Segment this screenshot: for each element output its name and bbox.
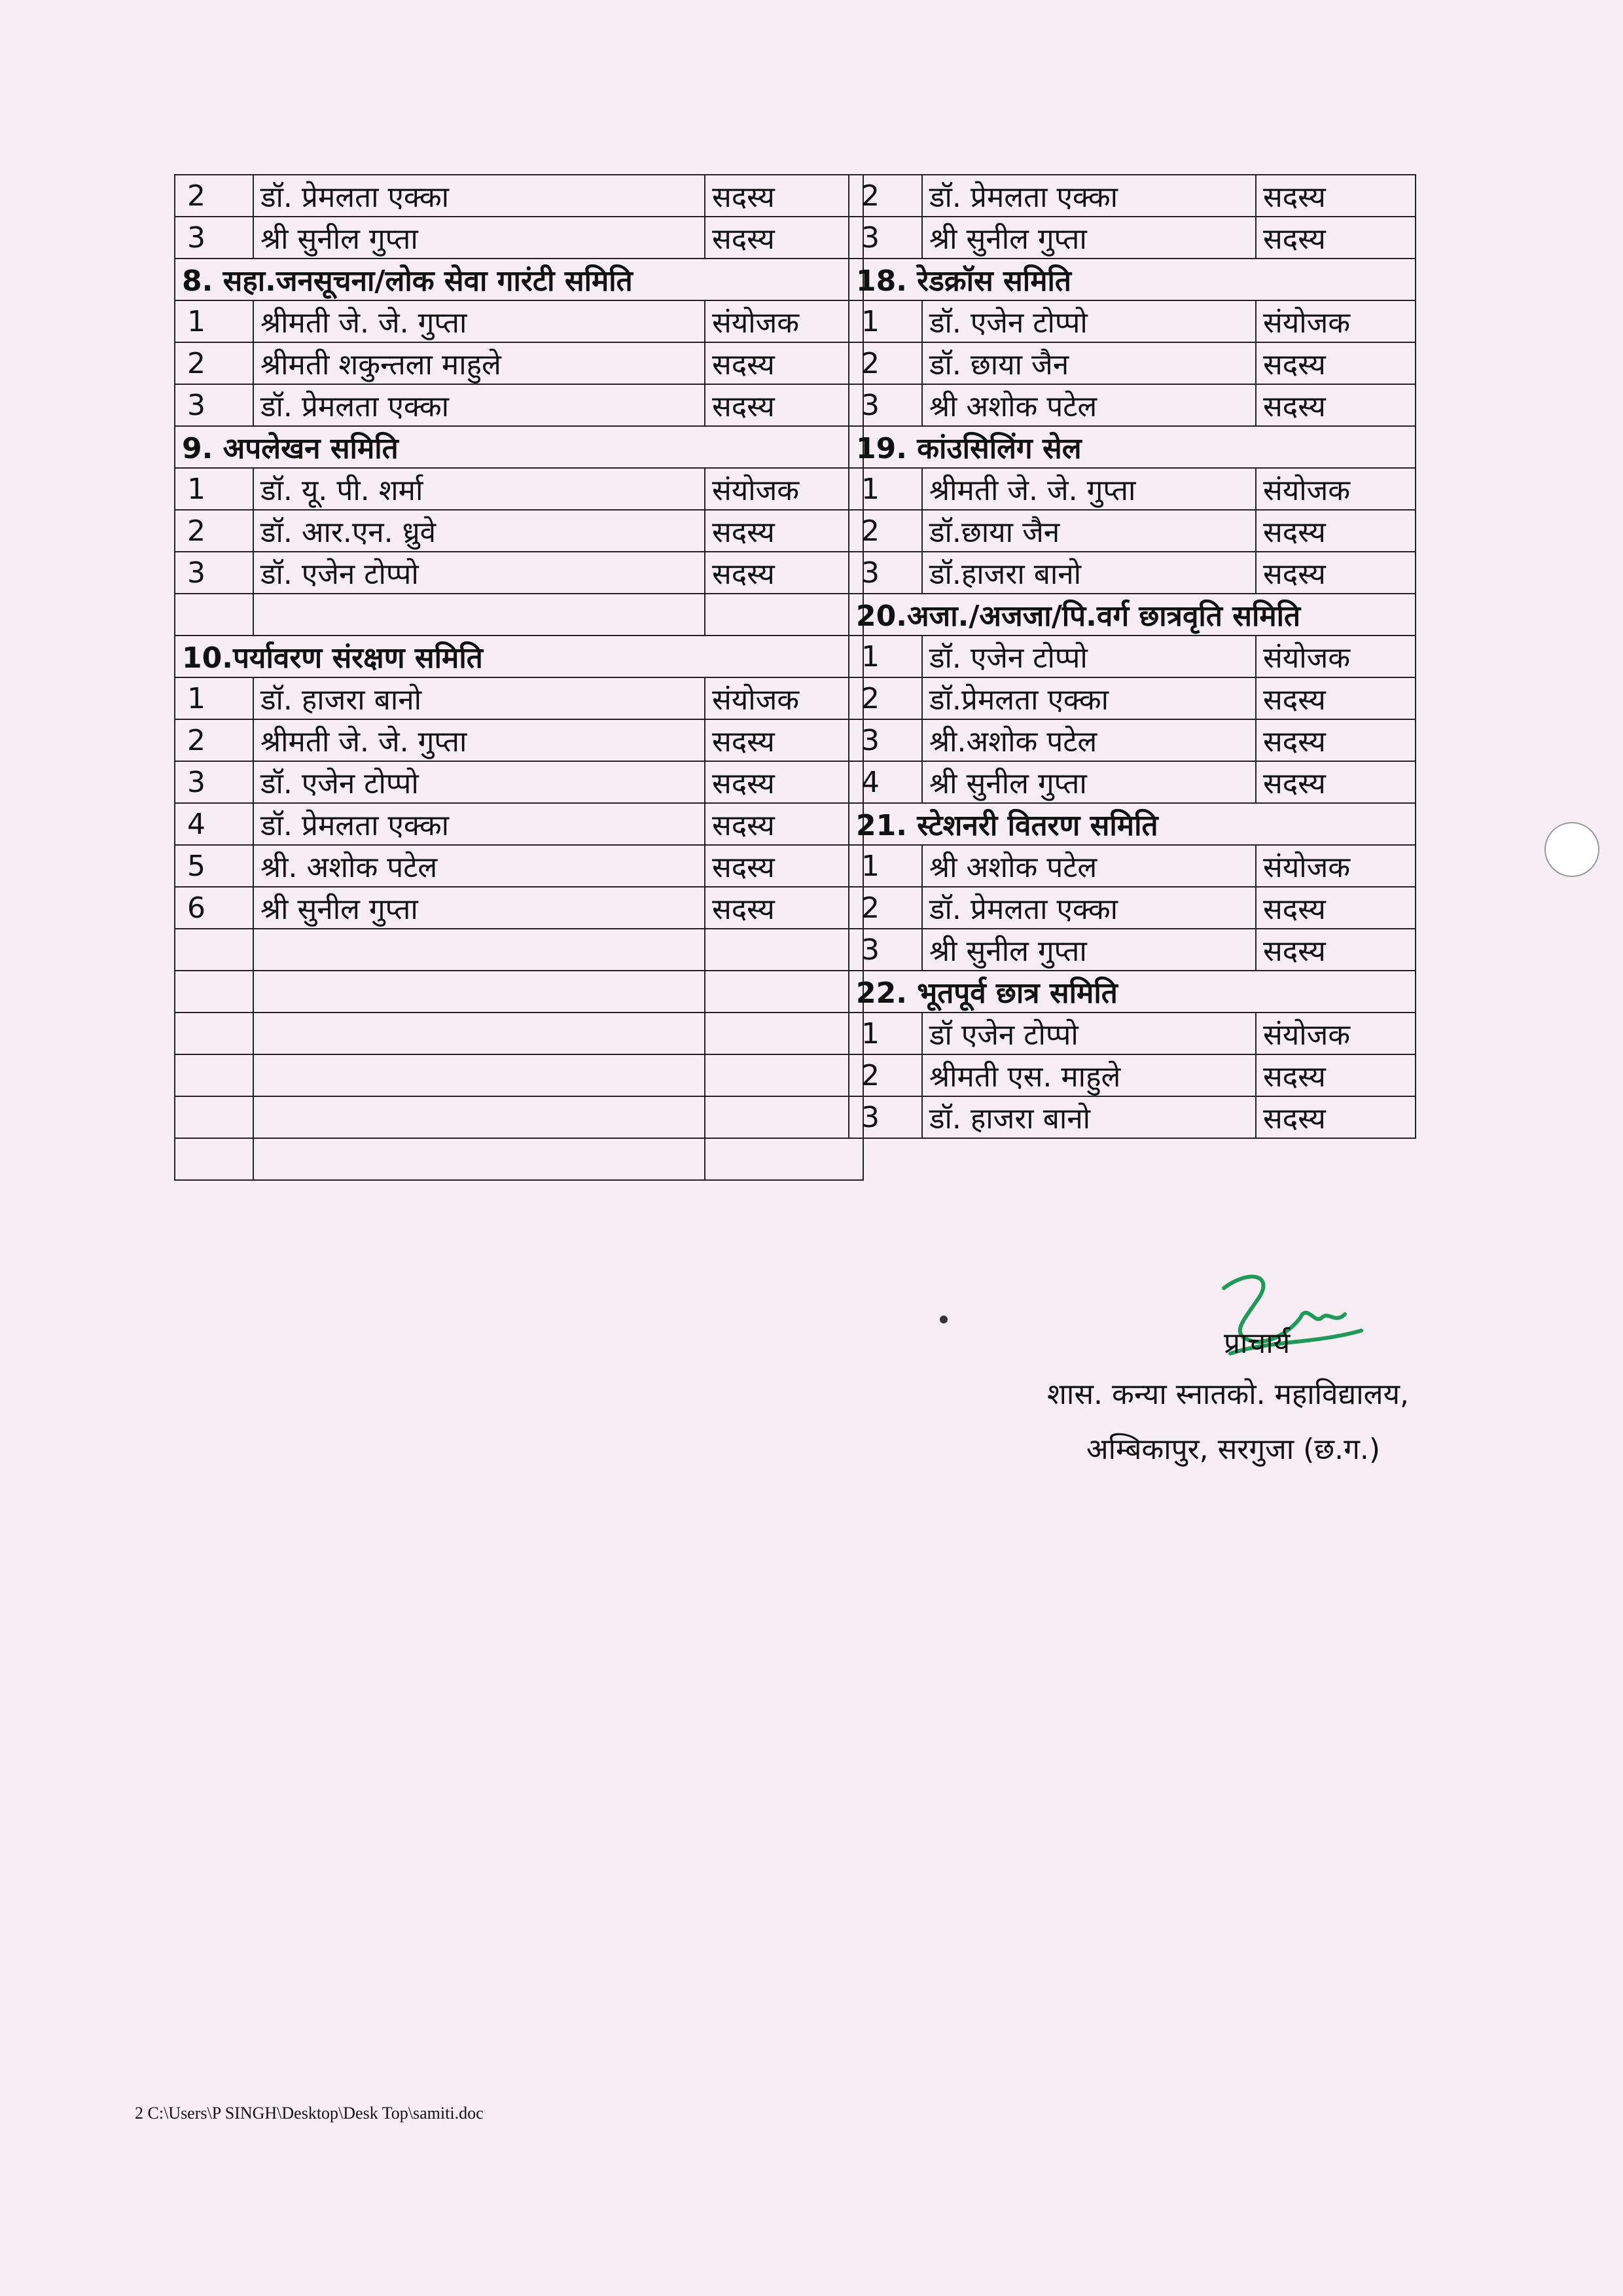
member-row: [849, 552, 1416, 594]
member-role: [705, 1138, 863, 1180]
member-number: 3: [175, 217, 253, 259]
committee-heading-row: [849, 594, 1416, 636]
member-name: श्री सुनील गुप्ता: [253, 887, 705, 929]
member-number: 3: [849, 1096, 922, 1138]
institution-address: अम्बिकापुर, सरगुजा (छ.ग.): [1086, 1433, 1381, 1466]
member-role: संयोजक: [1256, 636, 1416, 677]
member-number: 2: [175, 342, 253, 384]
member-name: [253, 1096, 705, 1138]
member-role: [705, 1054, 863, 1096]
member-role: [705, 594, 863, 636]
member-name: [253, 1013, 705, 1054]
member-name: डॉ. यू. पी. शर्मा: [253, 468, 705, 510]
member-number: 3: [849, 384, 922, 426]
member-number: 6: [175, 887, 253, 929]
member-number: 4: [175, 803, 253, 845]
committee-heading-row: [175, 259, 863, 300]
member-row: [175, 384, 863, 426]
committee-heading-row: [849, 426, 1416, 468]
member-name: श्री. अशोक पटेल: [253, 845, 705, 887]
member-row: [175, 887, 863, 929]
committee-heading-row: [849, 803, 1416, 845]
punch-hole: [1544, 822, 1599, 877]
member-row: [849, 342, 1416, 384]
member-role: सदस्य: [1256, 677, 1416, 719]
member-row: [849, 384, 1416, 426]
file-path-footer: 2 C:\Users\P SINGH\Desktop\Desk Top\samiti.doc: [135, 2104, 484, 2123]
member-name: श्री सुनील गुप्ता: [922, 929, 1256, 971]
member-number: [175, 594, 253, 636]
member-role: संयोजक: [1256, 300, 1416, 342]
member-number: 1: [849, 300, 922, 342]
member-role: संयोजक: [705, 468, 863, 510]
member-number: 2: [175, 510, 253, 552]
member-name: श्री सुनील गुप्ता: [922, 761, 1256, 803]
member-name: डॉ.छाया जैन: [922, 510, 1256, 552]
member-name: श्रीमती शकुन्तला माहुले: [253, 342, 705, 384]
member-number: 4: [849, 761, 922, 803]
member-name: डॉ. एजेन टोप्पो: [922, 300, 1256, 342]
member-row: [849, 1096, 1416, 1138]
member-role: सदस्य: [1256, 384, 1416, 426]
member-number: 2: [175, 175, 253, 217]
member-name: डॉ. एजेन टोप्पो: [253, 761, 705, 803]
member-role: सदस्य: [705, 719, 863, 761]
member-row: [175, 510, 863, 552]
member-role: संयोजक: [705, 677, 863, 719]
member-name: डॉ. आर.एन. ध्रुवे: [253, 510, 705, 552]
member-number: 3: [175, 552, 253, 594]
member-row: [175, 300, 863, 342]
member-name: श्री.अशोक पटेल: [922, 719, 1256, 761]
member-number: 2: [849, 887, 922, 929]
member-number: [175, 1138, 253, 1180]
committee-heading-row: [849, 971, 1416, 1013]
member-number: [175, 971, 253, 1013]
member-row: [849, 468, 1416, 510]
member-row: [175, 1054, 863, 1096]
member-number: 1: [175, 468, 253, 510]
member-name: डॉ.प्रेमलता एक्का: [922, 677, 1256, 719]
member-role: सदस्य: [705, 887, 863, 929]
committee-title: 20.अजा./अजजा/पि.वर्ग छात्रवृति समिति: [849, 594, 1416, 636]
member-role: [705, 929, 863, 971]
member-row: [849, 887, 1416, 929]
member-name: श्रीमती एस. माहुले: [922, 1054, 1256, 1096]
member-name: डॉ. छाया जैन: [922, 342, 1256, 384]
member-name: डॉ.हाजरा बानो: [922, 552, 1256, 594]
member-number: [175, 1013, 253, 1054]
member-number: 3: [849, 552, 922, 594]
member-role: संयोजक: [1256, 1013, 1416, 1054]
member-name: डॉ. प्रेमलता एक्का: [253, 384, 705, 426]
member-number: 2: [849, 342, 922, 384]
committee-table-left: [174, 174, 864, 1181]
member-number: 1: [849, 1013, 922, 1054]
member-number: 1: [849, 636, 922, 677]
committee-title: 18. रेडक्रॉस समिति: [849, 259, 1416, 300]
member-name: डॉ. एजेन टोप्पो: [253, 552, 705, 594]
member-row: [849, 677, 1416, 719]
member-role: [705, 971, 863, 1013]
institution-name: शास. कन्या स्नातको. महाविद्यालय,: [1047, 1378, 1409, 1411]
member-row: [849, 929, 1416, 971]
member-number: 1: [849, 468, 922, 510]
member-number: 3: [849, 719, 922, 761]
member-number: 1: [849, 845, 922, 887]
member-name: [253, 1138, 705, 1180]
member-number: [175, 1096, 253, 1138]
member-number: 5: [175, 845, 253, 887]
member-role: [705, 1013, 863, 1054]
member-role: सदस्य: [1256, 552, 1416, 594]
member-name: [253, 971, 705, 1013]
member-name: श्रीमती जे. जे. गुप्ता: [253, 719, 705, 761]
member-role: संयोजक: [705, 300, 863, 342]
member-role: सदस्य: [1256, 342, 1416, 384]
member-role: सदस्य: [1256, 175, 1416, 217]
member-row: [849, 300, 1416, 342]
member-name: डॉ. प्रेमलता एक्का: [253, 175, 705, 217]
member-role: सदस्य: [705, 384, 863, 426]
member-role: सदस्य: [705, 803, 863, 845]
member-number: 2: [849, 677, 922, 719]
member-row: [849, 719, 1416, 761]
member-role: सदस्य: [705, 217, 863, 259]
member-role: सदस्य: [1256, 1054, 1416, 1096]
member-role: सदस्य: [705, 552, 863, 594]
member-name: श्रीमती जे. जे. गुप्ता: [922, 468, 1256, 510]
member-number: [175, 1054, 253, 1096]
member-name: श्री अशोक पटेल: [922, 845, 1256, 887]
member-role: सदस्य: [1256, 1096, 1416, 1138]
member-name: डॉ. हाजरा बानो: [922, 1096, 1256, 1138]
member-number: 2: [849, 1054, 922, 1096]
member-row: [175, 1138, 863, 1180]
ink-dot: [940, 1316, 948, 1323]
member-name: डॉ. हाजरा बानो: [253, 677, 705, 719]
committee-heading-row: [849, 259, 1416, 300]
committee-heading-row: [175, 636, 863, 677]
member-row: [175, 719, 863, 761]
member-row: [849, 1013, 1416, 1054]
member-role: सदस्य: [1256, 510, 1416, 552]
member-row: [175, 761, 863, 803]
member-name: डॉ. प्रेमलता एक्का: [253, 803, 705, 845]
member-row: [849, 636, 1416, 677]
member-number: 3: [849, 217, 922, 259]
member-role: सदस्य: [705, 175, 863, 217]
committee-heading-row: [175, 426, 863, 468]
member-row: [175, 845, 863, 887]
member-number: 2: [849, 175, 922, 217]
member-row: [175, 677, 863, 719]
committee-title: 9. अपलेखन समिति: [175, 426, 863, 468]
member-row: [175, 1096, 863, 1138]
member-number: 3: [849, 929, 922, 971]
member-name: डॉ एजेन टोप्पो: [922, 1013, 1256, 1054]
member-name: श्रीमती जे. जे. गुप्ता: [253, 300, 705, 342]
member-number: 3: [175, 384, 253, 426]
member-number: 3: [175, 761, 253, 803]
member-number: 1: [175, 300, 253, 342]
member-number: [175, 929, 253, 971]
member-name: [253, 929, 705, 971]
member-name: [253, 594, 705, 636]
member-name: श्री सुनील गुप्ता: [253, 217, 705, 259]
member-role: सदस्य: [1256, 929, 1416, 971]
member-name: श्री सुनील गुप्ता: [922, 217, 1256, 259]
member-row: [849, 217, 1416, 259]
member-name: डॉ. एजेन टोप्पो: [922, 636, 1256, 677]
member-number: 1: [175, 677, 253, 719]
member-row: [175, 1013, 863, 1054]
member-row: [175, 929, 863, 971]
committee-title: 22. भूतपूर्व छात्र समिति: [849, 971, 1416, 1013]
member-role: सदस्य: [1256, 887, 1416, 929]
member-row: [175, 552, 863, 594]
member-row: [175, 175, 863, 217]
member-role: सदस्य: [1256, 217, 1416, 259]
member-role: सदस्य: [1256, 719, 1416, 761]
member-row: [849, 761, 1416, 803]
committee-title: 8. सहा.जनसूचना/लोक सेवा गारंटी समिति: [175, 259, 863, 300]
member-role: सदस्य: [705, 761, 863, 803]
member-name: डॉ. प्रेमलता एक्का: [922, 887, 1256, 929]
committee-title: 19. कांउसिलिंग सेल: [849, 426, 1416, 468]
member-row: [175, 971, 863, 1013]
member-row: [175, 217, 863, 259]
member-name: [253, 1054, 705, 1096]
member-row: [175, 803, 863, 845]
member-number: 2: [849, 510, 922, 552]
designation-label: प्राचार्य: [1224, 1327, 1291, 1360]
committee-title: 10.पर्यावरण संरक्षण समिति: [175, 636, 863, 677]
member-role: सदस्य: [705, 845, 863, 887]
member-name: श्री अशोक पटेल: [922, 384, 1256, 426]
member-role: सदस्य: [705, 342, 863, 384]
member-role: सदस्य: [1256, 761, 1416, 803]
member-row: [849, 175, 1416, 217]
member-row: [175, 468, 863, 510]
member-role: संयोजक: [1256, 468, 1416, 510]
member-row: [175, 594, 863, 636]
committee-title: 21. स्टेशनरी वितरण समिति: [849, 803, 1416, 845]
member-row: [849, 845, 1416, 887]
member-role: सदस्य: [705, 510, 863, 552]
member-role: [705, 1096, 863, 1138]
member-role: संयोजक: [1256, 845, 1416, 887]
member-number: 2: [175, 719, 253, 761]
member-row: [849, 1054, 1416, 1096]
committee-table-right: [848, 174, 1416, 1139]
member-row: [849, 510, 1416, 552]
member-name: डॉ. प्रेमलता एक्का: [922, 175, 1256, 217]
member-row: [175, 342, 863, 384]
